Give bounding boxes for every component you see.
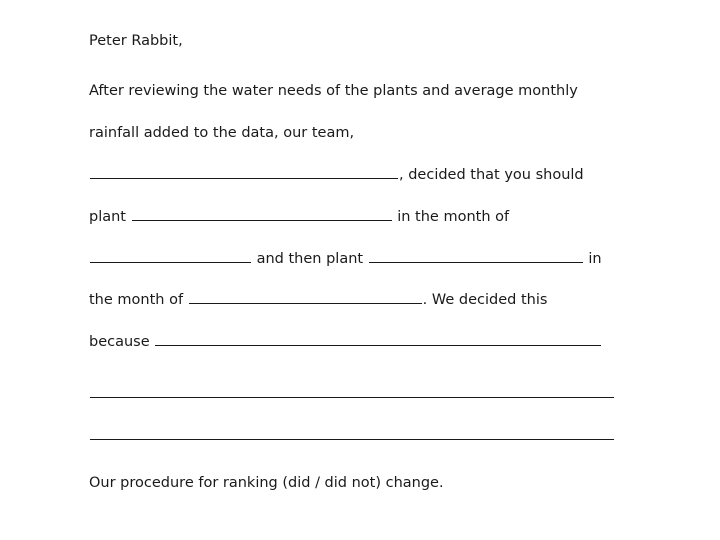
line-4-start-text: plant [89,209,126,225]
first-plant-blank[interactable] [132,206,392,221]
reason-blank-2[interactable] [90,397,614,398]
team-names-blank[interactable] [90,164,398,179]
second-plant-blank[interactable] [369,248,583,263]
paragraph-line-7 [89,331,602,352]
line-3-text: , decided that you should [399,167,584,183]
paragraph-line-3 [89,164,584,185]
paragraph-line-1: After reviewing the water needs of the plants and average monthly [89,83,578,99]
line-7-start-text: because [89,334,150,350]
first-month-blank[interactable] [90,248,251,263]
second-month-blank[interactable] [189,289,422,304]
paragraph-line-5 [89,248,602,269]
paragraph-line-4 [89,206,509,227]
paragraph-line-6 [89,289,547,310]
line-5-end-text: in [588,251,602,267]
paragraph-line-2: rainfall added to the data, our team, [89,125,355,141]
line-4-end-text: in the month of [397,209,510,225]
reason-blank-3[interactable] [90,439,614,440]
closing-line: Our procedure for ranking (did / did not) change. [89,475,444,491]
line-6-end-text: . We decided this [422,292,548,308]
reason-blank-1[interactable] [155,331,601,346]
line-6-start-text: the month of [89,292,184,308]
salutation: Peter Rabbit, [89,33,183,49]
line-5-middle-text: and then plant [256,251,364,267]
